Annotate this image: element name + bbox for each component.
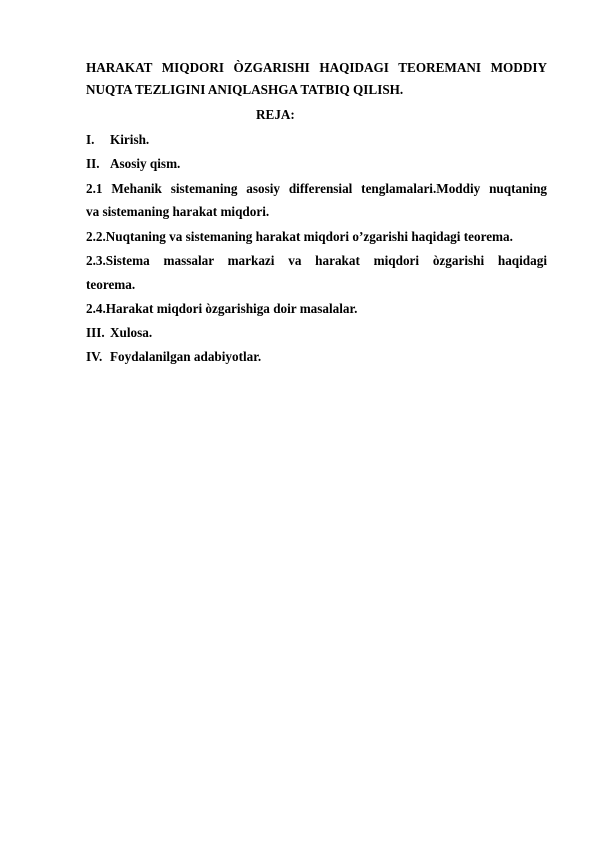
- plan-item-2-4: 2.4.Harakat miqdori òzgarishiga doir masalalar.: [86, 301, 358, 316]
- plan-item-2-3-line-1: 2.3.Sistema massalar markazi va harakat miqdori òzgarishi haqidagi: [86, 253, 547, 268]
- plan-item-2-text: Asosiy qism.: [110, 156, 181, 171]
- plan-item-1-number: I.: [86, 132, 95, 147]
- plan-item-3-number: III.: [86, 325, 105, 340]
- plan-item-3: [86, 325, 152, 341]
- plan-item-2-number: II.: [86, 156, 100, 171]
- title-line-1: HARAKAT MIQDORI ÒZGARISHI HAQIDAGI TEOREMANI MODDIY: [86, 60, 547, 75]
- plan-item-2-1-line-1: 2.1 Mehanik sistemaning asosiy differensial tenglamalari.Moddiy nuqtaning: [86, 181, 547, 196]
- plan-item-3-text: Xulosa.: [110, 325, 153, 340]
- plan-item-4-text: Foydalanilgan adabiyotlar.: [110, 349, 262, 364]
- title-line-2: NUQTA TEZLIGINI ANIQLASHGA TATBIQ QILISH.: [86, 82, 404, 97]
- plan-item-1: [86, 132, 149, 148]
- plan-item-1-text: Kirish.: [110, 132, 150, 147]
- plan-item-4-number: IV.: [86, 349, 103, 364]
- plan-item-2-3-line-2: teorema.: [86, 277, 136, 292]
- plan-item-2-1-line-2: va sistemaning harakat miqdori.: [86, 204, 270, 219]
- plan-item-2: [86, 156, 180, 172]
- plan-heading: REJA:: [256, 107, 295, 122]
- plan-item-2-2: 2.2.Nuqtaning va sistemaning harakat miqdori o’zgarishi haqidagi teorema.: [86, 229, 513, 244]
- plan-item-4: [86, 349, 261, 365]
